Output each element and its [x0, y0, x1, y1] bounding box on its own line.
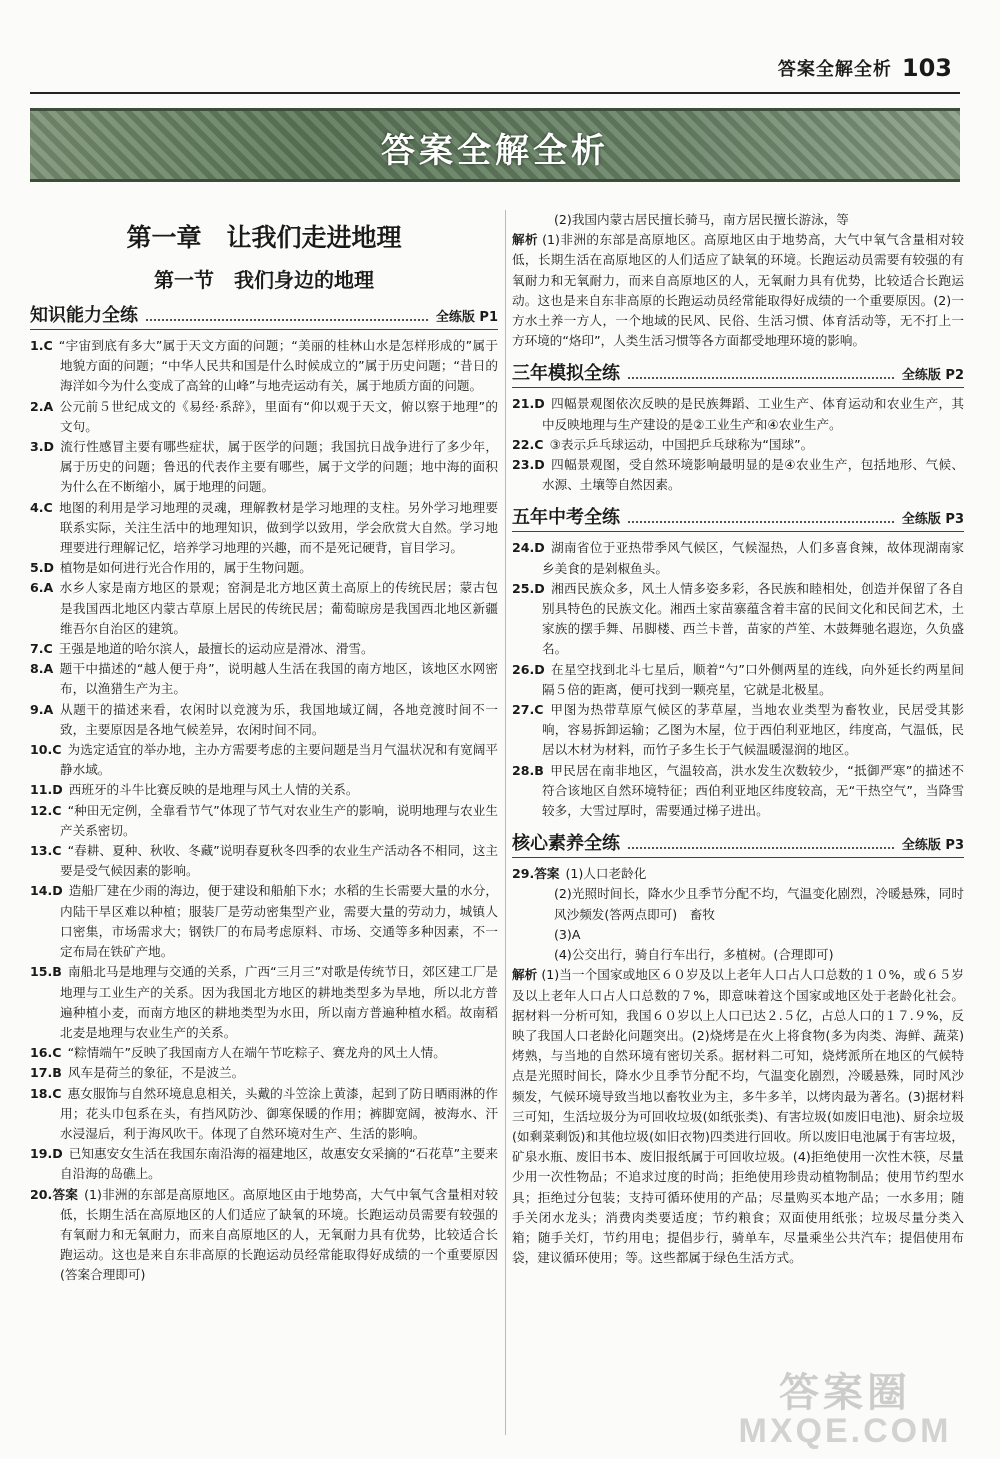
- answer-item: [30, 780, 498, 800]
- analysis-label: 解析: [512, 232, 539, 248]
- answer-item: [30, 639, 498, 659]
- item-text: “春耕、夏种、秋收、冬藏”说明春夏秋冬四季的农业生产活动各不相同，这主要是受气候因素的影响。: [60, 843, 498, 879]
- section-header-title: 知识能力全练: [30, 305, 138, 326]
- answer-item: [30, 336, 498, 397]
- running-header-title: 答案全解全析: [777, 59, 892, 80]
- answer-item: [30, 498, 498, 559]
- item-number: 25.D: [512, 580, 545, 596]
- item-number: 20.答案: [30, 1186, 79, 1202]
- item-text: “宇宙到底有多大”属于天文方面的问题；“美丽的桂林山水是怎样形成的”属于地貌方面的问题；“中华人民共和国是什么时候成立的”属于历史问题；“昔日的海洋如今为什么变成了高耸的山峰”与地壳运动有关，属于地质方面的问题。: [58, 338, 498, 394]
- analysis-29: [512, 965, 964, 1268]
- item-text: (1)人口老龄化: [565, 866, 647, 882]
- item-number: 26.D: [512, 661, 545, 677]
- item-number: 1.C: [30, 338, 53, 353]
- item-number: 21.D: [512, 396, 545, 412]
- answer-29-line1: [512, 864, 964, 884]
- answer-item: [512, 394, 964, 434]
- answer-item: [512, 455, 964, 495]
- answer-item: [30, 881, 498, 962]
- item-number: 28.B: [512, 762, 544, 778]
- item-text: 甲图为热带草原气候区的茅草屋，当地农业类型为畜牧业，民居受其影响，容易拆卸运输；乙图为木屋，位于西伯利亚地区，纬度高，气温低，民居以木材为材料，而竹子多生长于气候温暖湿润的地区。: [542, 702, 964, 758]
- title-banner: [30, 108, 960, 182]
- answer-item: [30, 1144, 498, 1184]
- item-number: 6.A: [30, 580, 54, 596]
- answer-item: [512, 579, 964, 660]
- dotted-leader: [628, 377, 894, 379]
- item-text: 西班牙的斗牛比赛反映的是地理与风土人情的关系。: [68, 782, 359, 798]
- analysis-20: [512, 230, 964, 351]
- item-number: 17.B: [30, 1065, 62, 1081]
- item-number: 11.D: [30, 782, 63, 798]
- item-text: 甲民居在南非地区，气温较高，洪水发生次数较少，“抵御严寒”的描述不符合该地区自然环境特征；西伯利亚地区纬度较高，无“干热空气”，当降雪较多，大雪过厚时，需要通过梯子进出。: [542, 762, 964, 819]
- item-text: 流行性感冒主要有哪些症状，属于医学的问题；我国抗日战争进行了多少年，属于历史的问题；鲁迅的代表作主要有哪些，属于文学的问题；地中海的面积为什么在不断缩小，属于地理的问题。: [60, 439, 498, 495]
- section-header-knowledge: [30, 301, 498, 330]
- banner-title: 答案全解全析: [381, 131, 609, 171]
- column-divider: [505, 210, 506, 1435]
- section-header-title: 五年中考全练: [512, 507, 620, 529]
- section-header-ref: 全练版 P3: [901, 512, 964, 528]
- answer-item: [30, 437, 498, 498]
- item-number: 13.C: [30, 843, 62, 859]
- answer-29-line4: (4)公交出行，骑自行车出行，多植树。(合理即可): [554, 947, 834, 963]
- item-text: 湖南省位于亚热带季风气候区，气候湿热，人们多喜食辣，故体现湖南家乡美食的是剁椒鱼头。: [542, 540, 964, 576]
- section-header-exam: [512, 503, 964, 532]
- item-text: 四幅景观图依次反映的是民族舞蹈、工业生产、体育运动和农业生产，其中反映地理与生产建设的是②工业生产和④农业生产。: [542, 396, 964, 432]
- item-number: 29.答案: [512, 866, 560, 882]
- analysis-text: (1)当一个国家或地区６０岁及以上老年人口占人口总数的１０%，或６５岁及以上老年人口占人口总数的７%，即意味着这个国家或地区处于老龄化社会。据材料一分析可知，我国６０岁以上人口已达２.５亿，占总人口的１７.９%，反映了我国人口老龄化问题突出。(2)烧烤是在火上将食物(多为肉类、海鲜、蔬菜)烤熟，与当地的自然环境有密切关系。据材料二可知，烧烤派所在地区的气候特点是光照时间长，降水少且季节分配不均，气温变化剧烈，冷暖悬殊，同时风沙频发，气候环境导致当地以畜牧业为主，多牛多羊，以烤肉最为著名。(3)据材料三可知，生活垃圾分为可回收垃圾(如纸张类)、有害垃圾(如废旧电池)、厨余垃圾(如剩菜剩饭)和其他垃圾(如旧衣物)四类进行回收。所以废旧电池属于有害垃圾，矿泉水瓶、废旧书本、废旧报纸属于可回收垃圾。(4)拒绝使用一次性木筷，尽量少用一次性物品；不追求过度的时尚；拒绝使用珍贵动植物制品；使用节约型水具；拒绝过分包装；支持可循环使用的产品；尽量购买本地产品；一水多用；随手关闭水龙头；消费肉类要适度；节约粮食；双面使用纸张；垃圾尽量分类入箱；随手关灯，节约用电；提倡步行，骑单车，尽量乘坐公共汽车；提倡使用布袋，建议循环使用；等。这些都属于绿色生活方式。: [512, 967, 964, 1266]
- item-text: 王强是地道的哈尔滨人，最擅长的运动应是滑冰、滑雪。: [58, 641, 374, 657]
- item-number: 9.A: [30, 701, 54, 717]
- answer-item: [512, 435, 964, 455]
- item-text: “种田无定例，全靠看节气”体现了节气对农业生产的影响，说明地理与农业生产关系密切。: [60, 802, 498, 838]
- header-rule: [30, 92, 960, 94]
- left-column: [30, 210, 498, 1286]
- item-number: 22.C: [512, 436, 544, 452]
- section-header-mock: [512, 359, 964, 388]
- section-header-core: [512, 829, 964, 858]
- answer-item: [30, 558, 498, 578]
- answer-item: [30, 962, 498, 1043]
- answer-item: [30, 700, 498, 740]
- item-text: 湘西民族众多，风土人情多姿多彩，各民族和睦相处，创造并保留了各自别具特色的民族文化。湘西土家苗寨蕴含着丰富的民间文化和民间艺术，土家族的摆手舞、吊脚楼、西兰卡普，苗家的芦笙、木鼓舞驰名遐迩，久负盛名。: [542, 580, 964, 657]
- item-text: 惠女服饰与自然环境息息相关，头戴的斗笠涂上黄漆，起到了防日晒雨淋的作用；花头巾包系在头，有挡风防沙、御寒保暖的作用；裤脚宽阔，被海水、汗水浸湿后，利于海风吹干。体现了自然环境对生产、生活的影响。: [60, 1085, 498, 1141]
- answer-item: [30, 659, 498, 699]
- item-number: 15.B: [30, 964, 62, 980]
- item-number: 19.D: [30, 1146, 63, 1162]
- item-text: 在星空找到北斗七星后，顺着“勺”口外侧两星的连线，向外延长约两星间隔５倍的距离，便可找到一颗亮星，它就是北极星。: [542, 661, 964, 697]
- section-title: 第一节 我们身边的地理: [154, 268, 374, 292]
- running-header: [778, 54, 952, 82]
- item-number: 5.D: [30, 560, 55, 576]
- chapter-title: 第一章 让我们走进地理: [126, 223, 402, 252]
- answer-item: [30, 397, 498, 437]
- item-number: 2.A: [30, 398, 54, 414]
- watermark-bottom: MXQE.COM: [738, 1412, 952, 1450]
- answer-item: [512, 700, 964, 761]
- answer-list-knowledge: [30, 336, 498, 1286]
- section-header-ref: 全练版 P2: [901, 368, 964, 384]
- dotted-leader: [628, 521, 894, 523]
- answer-item: [30, 1185, 498, 1286]
- answer-item: [30, 740, 498, 780]
- item-text: 题干中描述的“越人便于舟”，说明越人生活在我国的南方地区，该地区水网密布，以渔猎生产为主。: [59, 661, 498, 697]
- item-text: 已知惠安女生活在我国东南沿海的福建地区，故惠安女采摘的“石花草”主要来自沿海的岛礁上。: [60, 1146, 498, 1182]
- answer-item: [30, 801, 498, 841]
- item-number: 4.C: [30, 499, 53, 515]
- item-number: 7.C: [30, 641, 53, 657]
- item-number: 27.C: [512, 702, 544, 718]
- section-header-ref: 全练版 P1: [435, 310, 498, 325]
- analysis-label: 解析: [512, 967, 538, 983]
- item-number: 10.C: [30, 742, 62, 758]
- answer-29-line2: (2)光照时间长，降水少且季节分配不均，气温变化剧烈，冷暖悬殊，同时风沙频发(答两点即可) 畜牧: [554, 886, 964, 922]
- watermark-top: 答案圈: [779, 1370, 911, 1416]
- item-text: 四幅景观图，受自然环境影响最明显的是④农业生产，包括地形、气候、水源、土壤等自然因素。: [542, 457, 964, 493]
- item-text: (1)非洲的东部是高原地区。高原地区由于地势高，大气中氧气含量相对较低，长期生活在高原地区的人们适应了缺氧的环境。长跑运动员需要有较强的有氧耐力和无氧耐力，而来自高原地区的人，无氧耐力具有优势，比较适合长跑运动。这也是来自东非高原的长跑运动员经常能取得好成绩的一个重要原因(答案合理即可): [60, 1186, 499, 1283]
- answer-item: [30, 1043, 498, 1063]
- section-header-title: 三年模拟全练: [512, 363, 620, 385]
- page-number: 103: [901, 54, 952, 82]
- item-number: 8.A: [30, 661, 54, 677]
- item-text: 风车是荷兰的象征，不是波兰。: [67, 1065, 245, 1081]
- analysis-text: (1)非洲的东部是高原地区。高原地区由于地势高，大气中氧气含量相对较低，长期生活在高原地区的人们适应了缺氧的环境。长跑运动员需要有较强的有氧耐力和无氧耐力，而来自高原地区的人，无氧耐力具有优势，比较适合长跑运动。这也是来自东非高原的长跑运动员经常能取得好成绩的一个重要原因。(2)一方水土养一方人，一个地域的民风、民俗、生活习惯、体育活动等，无不打上一方环境的“烙印”，人类生活习惯等各方面都受地理环境的影响。: [512, 232, 965, 349]
- answer-item: [30, 841, 498, 881]
- answer-29-line3: (3)A: [554, 926, 581, 942]
- dotted-leader: [628, 847, 894, 849]
- answer-item: [512, 538, 964, 578]
- answer-item: [30, 578, 498, 639]
- item-text: 为选定适宜的举办地，主办方需要考虑的主要问题是当月气温状况和有宽阔平静水域。: [60, 742, 498, 778]
- answer-item: [512, 761, 964, 822]
- item-text: 地图的利用是学习地理的灵魂，理解教材是学习地理的支柱。另外学习地理要联系实际，关注生活中的地理知识，做到学以致用，学会欣赏大自然。学习地理要进行理解记忆，培养学习地理的兴趣，而不是死记硬背，盲目学习。: [58, 499, 498, 556]
- item-number: 14.D: [30, 883, 63, 899]
- item-text: ③表示乒乓球运动，中国把乒乓球称为“国球”。: [549, 436, 814, 452]
- item-number: 23.D: [512, 457, 545, 473]
- item-text: 植物是如何进行光合作用的，属于生物问题。: [60, 560, 312, 576]
- item-number: 18.C: [30, 1085, 62, 1101]
- item-number: 3.D: [30, 439, 55, 455]
- answer-item: [30, 1084, 498, 1145]
- item-text: 水乡人家是南方地区的景观；窑洞是北方地区黄土高原上的传统民居；蒙古包是我国西北地区内蒙古草原上居民的传统民居；葡萄晾房是我国西北地区新疆维吾尔自治区的建筑。: [59, 580, 498, 636]
- item-text: “粽情端午”反映了我国南方人在端午节吃粽子、赛龙舟的风土人情。: [67, 1045, 446, 1061]
- item-number: 12.C: [30, 802, 62, 818]
- item-number: 24.D: [512, 540, 545, 556]
- answer-item: [30, 1063, 498, 1083]
- item-text: 公元前５世纪成文的《易经·系辞》，里面有“仰以观于天文，俯以察于地理”的文句。: [59, 398, 498, 434]
- answer-list-mock: [512, 394, 964, 495]
- item-text: 造船厂建在少雨的海边，便于建设和船舶下水；水稻的生长需要大量的水分，内陆干旱区难以种植；服装厂是劳动密集型产业，需要大量的劳动力，城镇人口密集，市场需求大；钢铁厂的布局考虑原料、市场、交通等多种因素，不一定布局在铁矿产地。: [60, 883, 498, 960]
- dotted-leader: [146, 319, 428, 321]
- item-text: 从题干的描述来看，农闲时以竞渡为乐，我国地域辽阔，各地竞渡时间不一致，主要原因是各地气候差异，农闲时间不同。: [59, 701, 498, 737]
- item-number: 16.C: [30, 1045, 62, 1061]
- answer-continuation: (2)我国内蒙古居民擅长骑马，南方居民擅长游泳，等: [554, 212, 849, 227]
- watermark-logo: [720, 1361, 970, 1451]
- section-header-title: 核心素养全练: [512, 833, 620, 855]
- answer-item: [512, 660, 964, 700]
- answer-list-exam: [512, 538, 964, 821]
- right-column: [512, 210, 964, 1268]
- item-text: 南船北马是地理与交通的关系，广西“三月三”对歌是传统节日，郊区建工厂是地理与工业生产的关系。因为我国北方地区的耕地类型多为旱地，所以北方普遍种植小麦，而南方地区的耕地类型为水田，所以南方普遍种植水稻。故南稻北麦是地理与农业生产的关系。: [60, 964, 498, 1040]
- section-header-ref: 全练版 P3: [901, 838, 964, 854]
